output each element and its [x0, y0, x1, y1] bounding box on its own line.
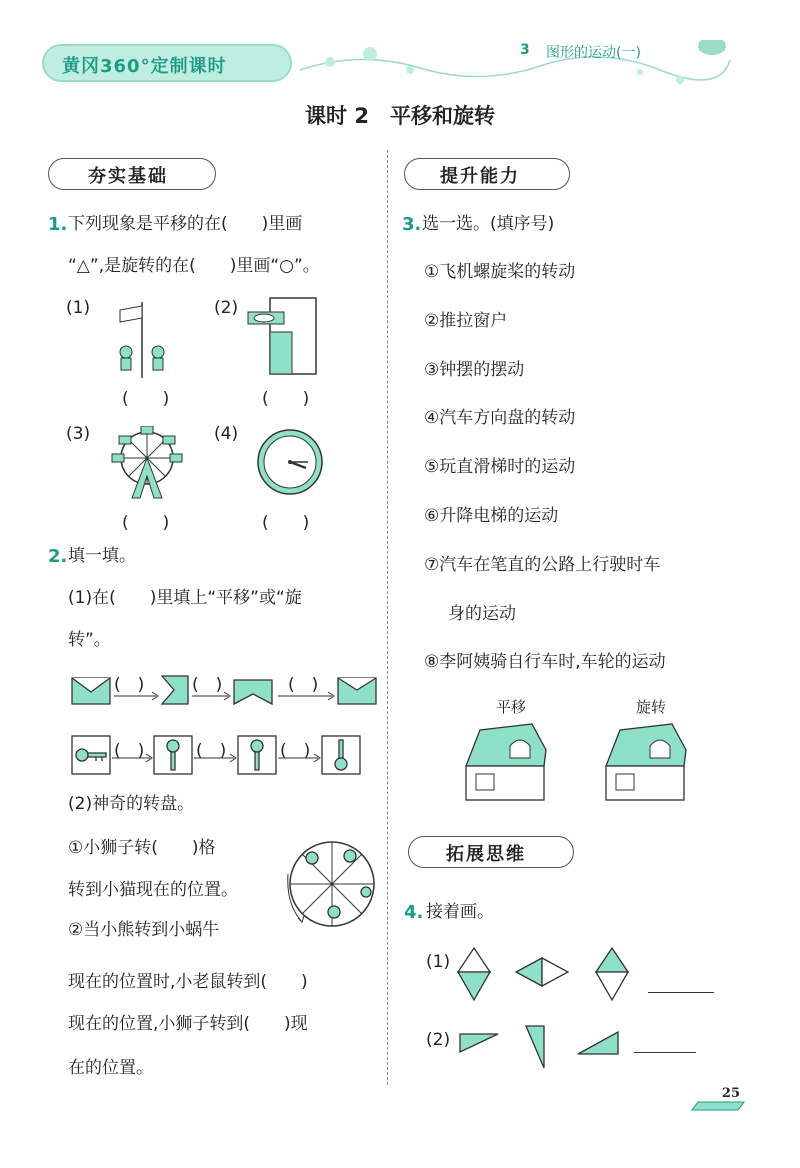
- unit-title: 图形的运动(一): [546, 45, 641, 61]
- q2-key-blank-2[interactable]: ( ): [196, 741, 227, 761]
- q4-triangle-sequence: [458, 1024, 622, 1072]
- q1-line2: “△”,是旋转的在( )里画“○”。: [68, 256, 320, 276]
- q2-sub2-line1: ②当小熊转到小蜗牛: [68, 920, 220, 940]
- turntable-icon: [284, 834, 376, 934]
- q3-option-8: ⑧李阿姨骑自行车时,车轮的运动: [424, 652, 666, 672]
- q2-sub2-line4: 在的位置。: [68, 1058, 153, 1078]
- unit-number: 3: [520, 42, 530, 58]
- lesson-title: 课时 2 平移和旋转: [305, 104, 495, 128]
- q3-number: 3.: [402, 214, 422, 235]
- column-divider: [387, 150, 388, 1085]
- q2-number: 2.: [48, 546, 68, 567]
- q3-option-2: ②推拉窗户: [424, 311, 508, 331]
- q2-key-blank-3[interactable]: ( ): [280, 741, 311, 761]
- q1-line1: 下列现象是平移的在( )里画: [68, 214, 303, 234]
- q4-diamond-sequence: [456, 944, 636, 1004]
- q2-part1-line1: (1)在( )里填上“平移”或“旋: [68, 588, 302, 608]
- house-label-rotate: 旋转: [636, 698, 667, 716]
- q2-sub2-line3: 现在的位置,小狮子转到( )现: [68, 1014, 308, 1034]
- q2-arrow-blank-3[interactable]: ( ): [288, 675, 319, 695]
- q1-blank-4[interactable]: ( ): [262, 513, 310, 533]
- q3-option-7: ⑦汽车在笔直的公路上行驶时车: [424, 555, 661, 575]
- q4-answer-line-2[interactable]: [634, 1052, 696, 1053]
- q3-option-5: ⑤玩直滑梯时的运动: [424, 457, 576, 477]
- q2-part2-title: (2)神奇的转盘。: [68, 794, 195, 814]
- ferris-wheel-icon: [110, 426, 184, 502]
- section-improve-label: 提升能力: [440, 166, 520, 187]
- q1-label-3: (3): [66, 424, 91, 444]
- cd-drive-icon: [244, 294, 320, 378]
- q2-arrow-blank-2[interactable]: ( ): [192, 675, 223, 695]
- q2-arrow-blank-1[interactable]: ( ): [114, 675, 145, 695]
- flag-raising-icon: [112, 298, 174, 380]
- house-translate-icon: [460, 716, 550, 804]
- q2-sub2-line2: 现在的位置时,小老鼠转到( ): [68, 972, 308, 992]
- q2-sub1-line2: 转到小猫现在的位置。: [68, 880, 238, 900]
- q3-option-1: ①飞机螺旋桨的转动: [424, 262, 576, 282]
- q3-option-7-cont: 身的运动: [448, 604, 516, 624]
- page-number: 25: [721, 1086, 740, 1101]
- q1-blank-3[interactable]: ( ): [122, 513, 170, 533]
- q4-label-1: (1): [426, 952, 451, 972]
- q4-label-2: (2): [426, 1030, 451, 1050]
- clock-icon: [256, 428, 324, 496]
- q1-blank-1[interactable]: ( ): [122, 389, 170, 409]
- q3-option-4: ④汽车方向盘的转动: [424, 408, 576, 428]
- q4-answer-line-1[interactable]: [648, 992, 714, 993]
- section-extend-label: 拓展思维: [446, 844, 526, 865]
- q4-number: 4.: [404, 902, 424, 923]
- q4-title: 接着画。: [426, 902, 494, 922]
- q3-option-6: ⑥升降电梯的运动: [424, 506, 559, 526]
- q2-key-blank-1[interactable]: ( ): [114, 741, 145, 761]
- q3-option-3: ③钟摆的摆动: [424, 360, 525, 380]
- q1-label-2: (2): [214, 298, 239, 318]
- q1-label-1: (1): [66, 298, 91, 318]
- banner-text: 黄冈360°定制课时: [62, 56, 227, 77]
- q2-sub1-line1: ①小狮子转( )格: [68, 838, 216, 858]
- q1-blank-2[interactable]: ( ): [262, 389, 310, 409]
- section-basic-label: 夯实基础: [88, 166, 168, 187]
- q1-label-4: (4): [214, 424, 239, 444]
- q2-part1-line2: 转”。: [68, 630, 111, 650]
- house-label-translate: 平移: [496, 698, 527, 716]
- q2-title: 填一填。: [68, 546, 136, 566]
- q3-title: 选一选。(填序号): [422, 214, 555, 234]
- q1-number: 1.: [48, 214, 68, 235]
- house-rotate-icon: [600, 716, 690, 804]
